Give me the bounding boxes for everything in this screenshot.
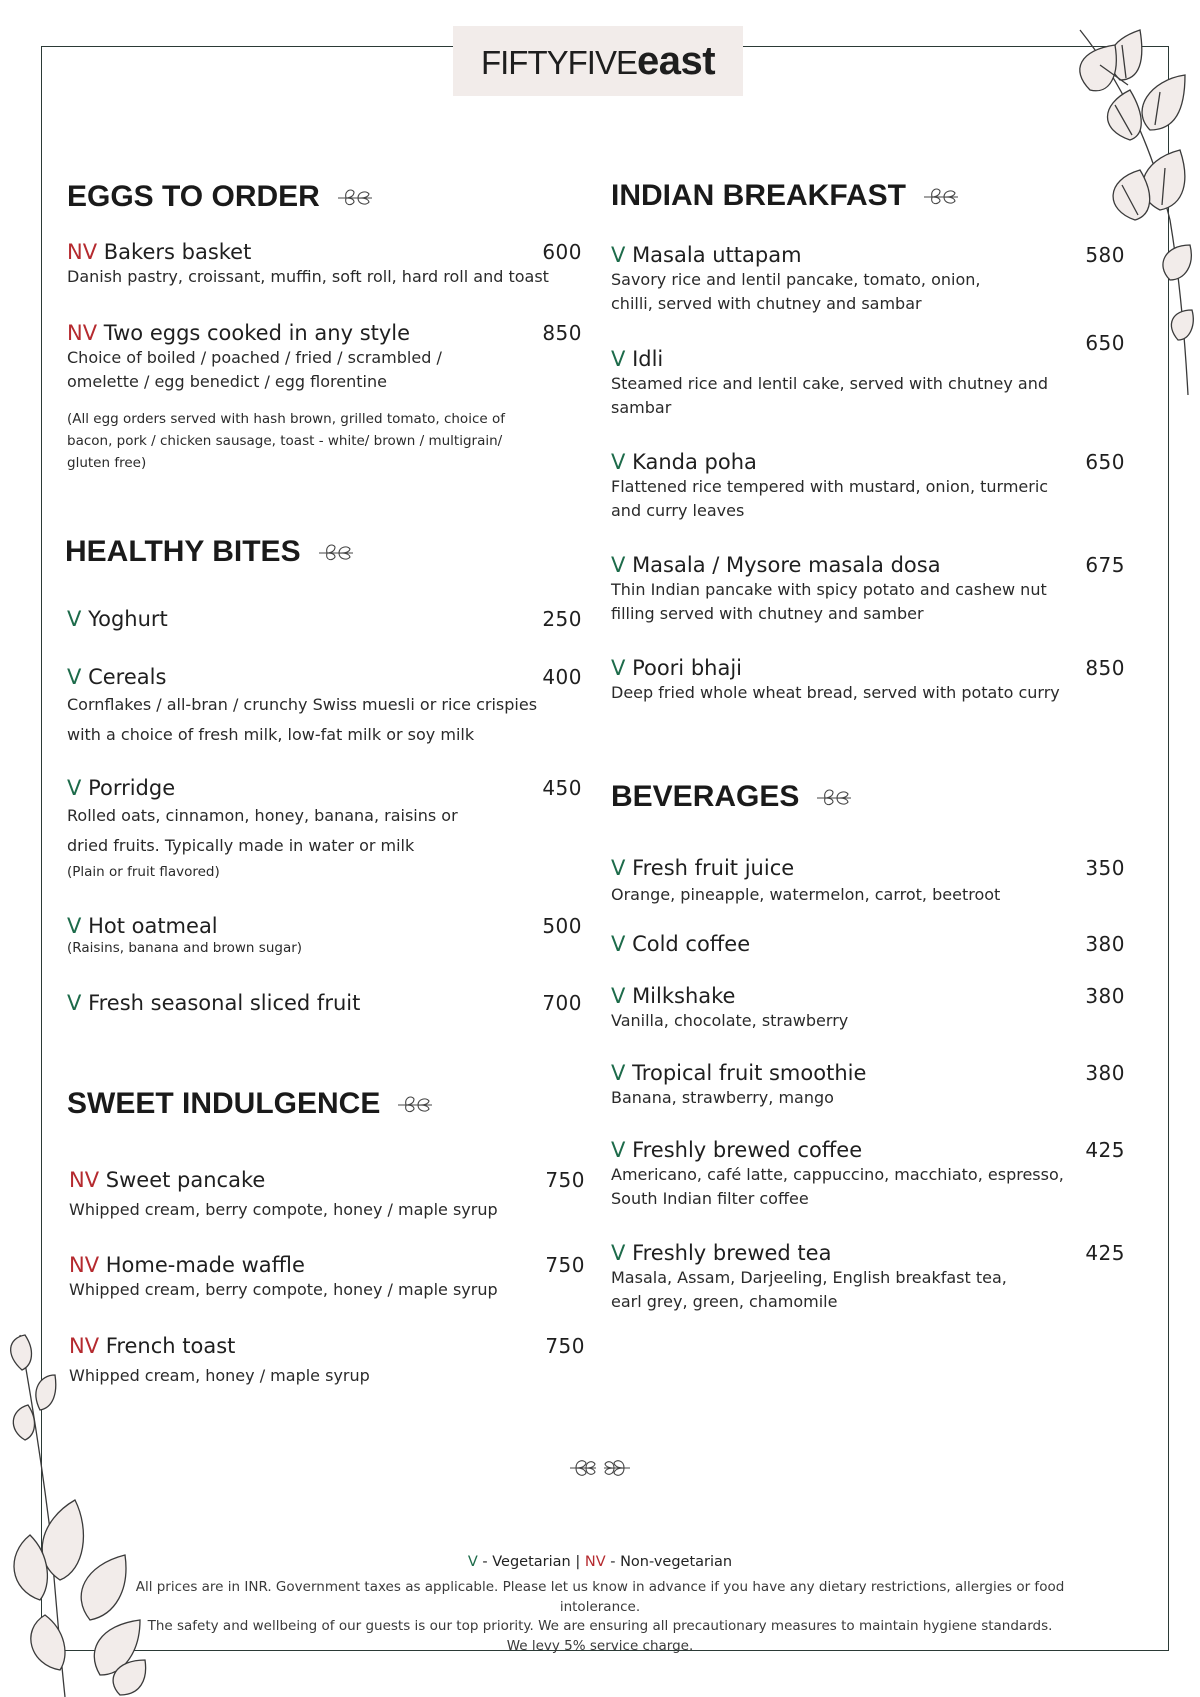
menu-item: NV Bakers basket 600 Danish pastry, croissant, muffin, soft roll, hard roll and toast: [67, 240, 582, 286]
menu-item: V Masala / Mysore masala dosa 675 Thin Indian pancake with spicy potato and cashew nut filling served with chutney and samber: [611, 553, 1125, 623]
price: 750: [545, 1253, 585, 1277]
price: 400: [542, 665, 582, 689]
logo-bold-text: east: [636, 39, 716, 83]
price: 850: [542, 321, 582, 345]
menu-item: V Tropical fruit smoothie 380 Banana, strawberry, mango: [611, 1061, 1125, 1107]
price: 750: [545, 1168, 585, 1192]
price: 650: [1085, 331, 1125, 355]
price: 580: [1085, 243, 1125, 267]
leaf-sprig-icon: [396, 1093, 434, 1115]
menu-item: V Freshly brewed tea 425 Masala, Assam, Darjeeling, English breakfast tea, earl grey, green, chamomile: [611, 1241, 1125, 1311]
price: 380: [1085, 984, 1125, 1008]
price: 675: [1085, 553, 1125, 577]
menu-item: V Hot oatmeal 500 (Raisins, banana and brown sugar): [67, 914, 582, 956]
section-title-indian: INDIAN BREAKFAST: [611, 179, 960, 213]
leaf-sprig-icon: [922, 185, 960, 207]
menu-item: V Yoghurt 250: [67, 607, 582, 631]
menu-item: V Cereals 400 Cornflakes / all-bran / crunchy Swiss muesli or rice crispies with a choice of fresh milk, low-fat milk or soy milk: [67, 665, 582, 744]
menu-item: V Masala uttapam 580 Savory rice and lentil pancake, tomato, onion, chilli, served with chutney and sambar: [611, 243, 1125, 313]
menu-item: V Idli 650 Steamed rice and lentil cake, served with chutney and sambar: [611, 331, 1125, 417]
price: 500: [542, 914, 582, 938]
price: 380: [1085, 1061, 1125, 1085]
section-title-sweet: SWEET INDULGENCE: [67, 1087, 434, 1121]
price: 850: [1085, 656, 1125, 680]
menu-item: NV Home-made waffle 750 Whipped cream, berry compote, honey / maple syrup: [69, 1253, 585, 1299]
logo-light-text: FIFTYFIVE: [480, 44, 637, 81]
section-title-eggs: EGGS TO ORDER: [67, 180, 374, 214]
price: 750: [545, 1334, 585, 1358]
price: 350: [1085, 856, 1125, 880]
menu-item: V Porridge 450 Rolled oats, cinnamon, honey, banana, raisins or dried fruits. Typically made in water or milk (Plain or fruit flavored): [67, 776, 582, 880]
menu-item: V Fresh fruit juice 350 Orange, pineapple, watermelon, carrot, beetroot: [611, 856, 1125, 904]
price: 250: [542, 607, 582, 631]
menu-item: V Milkshake 380 Vanilla, chocolate, strawberry: [611, 984, 1125, 1030]
price: 425: [1085, 1241, 1125, 1265]
footer-notes: [100, 1578, 1100, 1656]
menu-item: V Poori bhaji 850 Deep fried whole wheat bread, served with potato curry: [611, 656, 1125, 702]
brand-logo: [453, 26, 743, 96]
menu-item: V Cold coffee 380: [611, 932, 1125, 956]
menu-item: NV French toast 750 Whipped cream, honey / maple syrup: [69, 1334, 585, 1385]
price: 650: [1085, 450, 1125, 474]
diet-legend: V - Vegetarian | NV - Non-vegetarian: [467, 1554, 733, 1570]
menu-item: V Freshly brewed coffee 425 Americano, café latte, cappuccino, macchiato, espresso, South Indian filter coffee: [611, 1138, 1125, 1208]
footer-line: We levy 5% service charge.: [506, 1637, 694, 1654]
menu-item: V Fresh seasonal sliced fruit 700: [67, 991, 582, 1015]
price: 380: [1085, 932, 1125, 956]
price: 450: [542, 776, 582, 800]
price: 700: [542, 991, 582, 1015]
leaf-sprig-icon: [336, 186, 374, 208]
price: 600: [542, 240, 582, 264]
section-title-healthy: HEALTHY BITES: [65, 535, 355, 569]
leaf-sprig-icon: [815, 786, 853, 808]
price: 425: [1085, 1138, 1125, 1162]
footer-line: All prices are in INR. Government taxes as applicable. Please let us know in advance if you have any dietary restrictions, allergies or food intolerance.: [135, 1579, 1065, 1615]
leaf-sprig-icon: [317, 541, 355, 563]
divider-ornament-icon: [568, 1455, 632, 1481]
menu-item: V Kanda poha 650 Flattened rice tempered with mustard, onion, turmeric and curry leaves: [611, 450, 1125, 520]
footer-line: The safety and wellbeing of our guests is our top priority. We are ensuring all precautionary measures to maintain hygiene standards.: [147, 1618, 1053, 1634]
menu-item: NV Two eggs cooked in any style 850 Choice of boiled / poached / fried / scrambled / omelette / egg benedict / egg florentine (All egg orders served with hash brown, grilled tomato, choice of bacon, pork / chicken sausage, toast - white/ brown / multigrain/ gluten free): [67, 321, 582, 471]
menu-item: NV Sweet pancake 750 Whipped cream, berry compote, honey / maple syrup: [69, 1168, 585, 1219]
section-title-beverages: BEVERAGES: [611, 780, 853, 814]
